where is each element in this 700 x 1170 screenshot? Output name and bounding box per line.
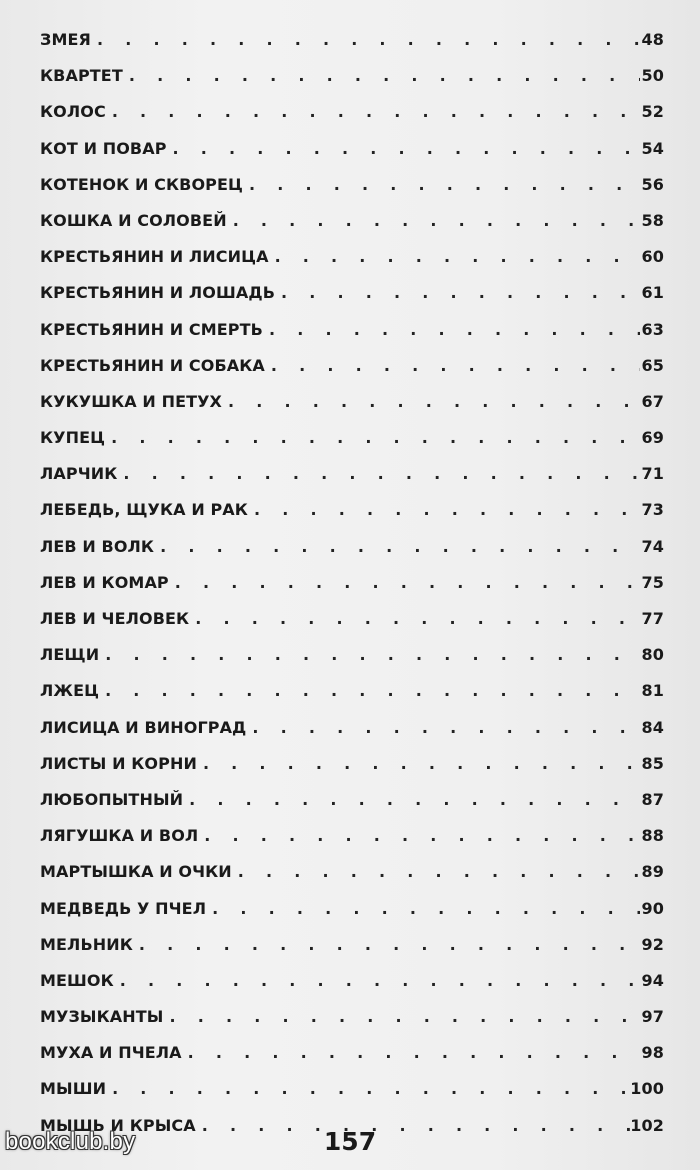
toc-entry-page: 80 [641,645,664,665]
toc-entry [40,891,664,927]
toc-entry [40,529,664,565]
dot-leader [154,529,640,565]
toc-entry [40,710,664,746]
toc-entry-page: 98 [641,1043,664,1063]
dot-leader [275,275,640,311]
toc-entry [40,673,664,709]
toc-entry-page: 71 [641,464,664,484]
toc-entry-title: МУХА И ПЧЕЛА [40,1043,182,1063]
toc-entry [40,1071,664,1107]
toc-entry [40,854,664,890]
toc-entry-page: 75 [641,572,664,592]
toc-entry [40,420,664,456]
toc-entry-page: 77 [641,609,664,628]
toc-entry [40,963,664,999]
toc-entry-page: 48 [641,30,664,49]
dot-leader [269,239,640,275]
dot-leader [99,673,640,709]
toc-entry-page: 60 [641,247,664,267]
toc-entry-title: МЫШИ [40,1079,107,1099]
toc-entry-title: ЛЕВ И ЧЕЛОВЕК [40,609,190,628]
toc-entry-title: МЫШЬ И КРЫСА [40,1115,196,1135]
toc-entry-page: 58 [641,210,664,230]
dot-leader [265,348,640,384]
toc-entry [40,348,664,384]
dot-leader [106,94,640,130]
toc-entry-page: 94 [641,970,664,990]
toc-entry-title: ЛЕЩИ [40,645,100,665]
toc-entry-title: ЛЕВ И ВОЛК [40,536,155,556]
toc-entry-title: ЛИСИЦА И ВИНОГРАД [40,717,247,737]
toc-entry-title: КОШКА И СОЛОВЕЙ [40,210,227,230]
toc-entry [40,565,664,601]
toc-entry-title: КВАРТЕТ [40,66,123,86]
toc-entry-page: 65 [641,355,664,375]
toc-entry-page: 84 [641,717,664,737]
table-of-contents [40,22,664,1144]
toc-entry [40,275,664,311]
toc-entry [40,384,664,420]
toc-entry [40,167,664,203]
dot-leader [198,818,640,854]
toc-entry-title: МАРТЫШКА И ОЧКИ [40,862,232,882]
toc-entry-page: 90 [641,898,664,918]
dot-leader [232,854,640,890]
toc-entry-page: 54 [641,138,664,158]
toc-entry [40,818,664,854]
toc-entry [40,601,664,637]
dot-leader [133,927,640,963]
toc-entry-page: 67 [641,391,664,411]
dot-leader [222,384,640,420]
toc-entry [40,203,664,239]
toc-entry [40,22,664,58]
toc-entry-title: ЛЖЕЦ [40,681,100,701]
toc-entry [40,131,664,167]
toc-entry [40,58,664,94]
toc-entry-title: КРЕСТЬЯНИН И СМЕРТЬ [40,319,263,339]
toc-entry-title: КОТЕНОК И СКВОРЕЦ [40,174,243,194]
toc-entry-title: МЕДВЕДЬ У ПЧЕЛ [40,898,207,918]
dot-leader [206,891,640,927]
toc-entry [40,782,664,818]
toc-entry [40,456,664,492]
page-number: 157 [323,1127,377,1156]
toc-entry-page: 74 [641,536,664,556]
dot-leader [167,131,640,167]
toc-entry-page: 52 [641,102,664,122]
dot-leader [246,710,640,746]
toc-entry-title: МУЗЫКАНТЫ [40,1007,164,1027]
toc-entry-title: ЛИСТЫ И КОРНИ [40,753,197,773]
toc-entry-title: КОЛОС [40,102,106,122]
dot-leader [197,746,640,782]
toc-entry-title: КУКУШКА И ПЕТУХ [40,391,222,411]
toc-entry-page: 56 [641,174,664,194]
toc-entry-page: 100 [630,1079,664,1099]
toc-entry-page: 85 [641,753,664,773]
toc-entry-title: ЛЮБОПЫТНЫЙ [40,789,184,809]
toc-entry [40,312,664,348]
dot-leader [248,492,640,528]
dot-leader [183,782,640,818]
toc-entry-page: 63 [641,319,664,339]
toc-entry-title: ЛЯГУШКА И ВОЛ [40,826,199,846]
dot-leader [105,420,640,456]
dot-leader [227,203,640,239]
dot-leader [99,637,640,673]
toc-entry-page: 81 [641,681,664,701]
toc-entry-title: КРЕСТЬЯНИН И ЛИСИЦА [40,247,269,267]
dot-leader [106,1071,630,1107]
dot-leader [169,565,640,601]
dot-leader [182,1035,640,1071]
dot-leader [123,58,640,94]
toc-entry-page: 50 [641,66,664,86]
toc-entry [40,492,664,528]
toc-entry [40,927,664,963]
toc-entry [40,94,664,130]
toc-entry-title: МЕШОК [40,970,114,990]
toc-entry-title: МЕЛЬНИК [40,934,133,954]
toc-entry-title: КРЕСТЬЯНИН И ЛОШАДЬ [40,283,275,303]
toc-entry-page: 88 [641,826,664,846]
toc-entry-title: ЛАРЧИК [40,464,118,484]
site-watermark: bookclub.by [5,1128,136,1155]
dot-leader [243,167,640,203]
toc-entry-page: 89 [641,862,664,882]
toc-entry-page: 92 [641,934,664,954]
toc-entry [40,239,664,275]
toc-entry [40,1035,664,1071]
toc-entry [40,999,664,1035]
toc-entry-page: 97 [641,1007,664,1027]
toc-entry [40,746,664,782]
toc-entry-title: КРЕСТЬЯНИН И СОБАКА [40,355,265,375]
toc-entry-title: КУПЕЦ [40,428,106,448]
toc-entry-title: ЛЕВ И КОМАР [40,572,169,592]
toc-entry [40,637,664,673]
toc-entry-page: 69 [641,428,664,448]
dot-leader [91,22,640,58]
dot-leader [117,456,640,492]
toc-entry-page: 61 [641,283,664,303]
toc-entry-title: ЛЕБЕДЬ, ЩУКА И РАК [40,500,248,520]
toc-entry-title: КОТ И ПОВАР [40,138,167,158]
toc-entry-page: 87 [641,789,664,809]
toc-entry-title: ЗМЕЯ [40,30,91,49]
toc-entry-page: 73 [641,500,664,520]
toc-entry-page: 102 [630,1115,664,1135]
dot-leader [189,601,640,637]
dot-leader [163,999,640,1035]
dot-leader [114,963,640,999]
dot-leader [263,312,640,348]
